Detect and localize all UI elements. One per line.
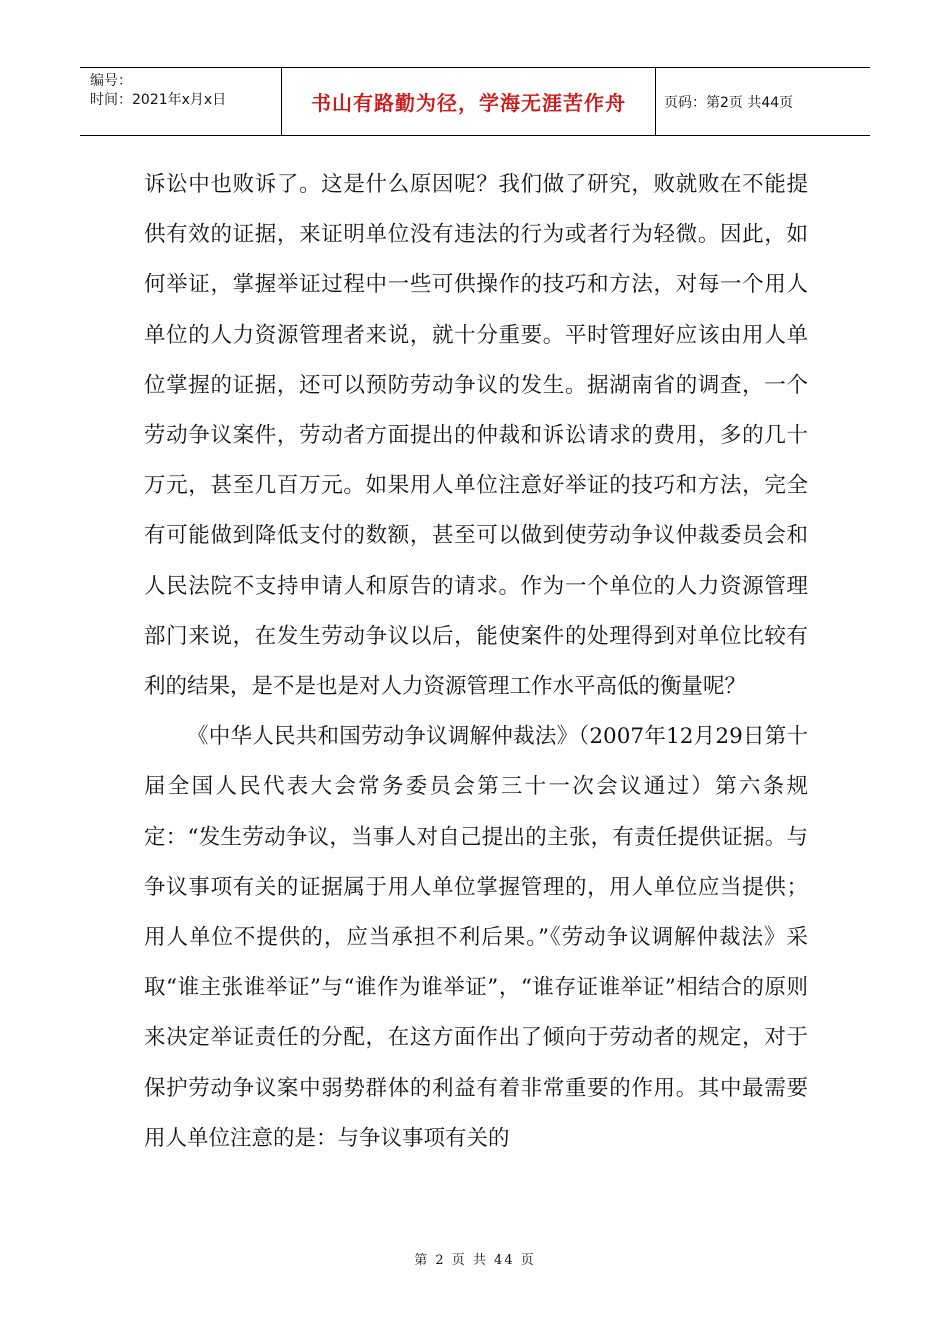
body-paragraph: 《中华人民共和国劳动争议调解仲裁法》（2007年12月29日第十届全国人民代表大会常务委员会第三十一次会议通过）第六条规定：“发生劳动争议，当事人对自己提出的主张，有责任提供证据。与争议事项有关的证据属于用人单位掌握管理的，用人单位应当提供；用人单位不提供的，应当承担不利后果。”《劳动争议调解仲裁法》采取“谁主张谁举证”与“谁作为谁举证”，“谁存证谁举证”相结合的原则来决定举证责任的分配，在这方面作出了倾向于劳动者的规定，对于保护劳动争议案中弱势群体的利益有着非常重要的作用。其中最需要用人单位注意的是：与争议事项有关的 (144, 724, 808, 1151)
body-paragraph: 诉讼中也败诉了。这是什么原因呢？我们做了研究，败就败在不能提供有效的证据，来证明单位没有违法的行为或者行为轻微。因此，如何举证，掌握举证过程中一些可供操作的技巧和方法，对每一个用人单位的人力资源管理者来说，就十分重要。平时管理好应该由用人单位掌握的证据，还可以预防劳动争议的发生。据湖南省的调查，一个劳动争议案件，劳动者方面提出的仲裁和诉讼请求的费用，多的几十万元，甚至几百万元。如果用人单位注意好举证的技巧和方法，完全有可能做到降低支付的数额，甚至可以做到使劳动争议仲裁委员会和人民法院不支持申请人和原告的请求。作为一个单位的人力资源管理部门来说，在发生劳动争议以后，能使案件的处理得到对单位比较有利的结果，是不是也是对人力资源管理工作水平高低的衡量呢？ (144, 172, 808, 700)
document-body (144, 160, 808, 1164)
document-header (80, 67, 870, 136)
header-page-info: 页码：第2页 共44页 (664, 94, 794, 111)
date-label: 时间：2021年x月x日 (90, 92, 227, 108)
page-footer: 第 2 页 共 44 页 (414, 1253, 536, 1268)
serial-number-label: 编号： (90, 73, 132, 89)
header-motto: 书山有路勤为径，学海无涯苦作舟 (282, 68, 656, 135)
header-meta (80, 68, 282, 135)
